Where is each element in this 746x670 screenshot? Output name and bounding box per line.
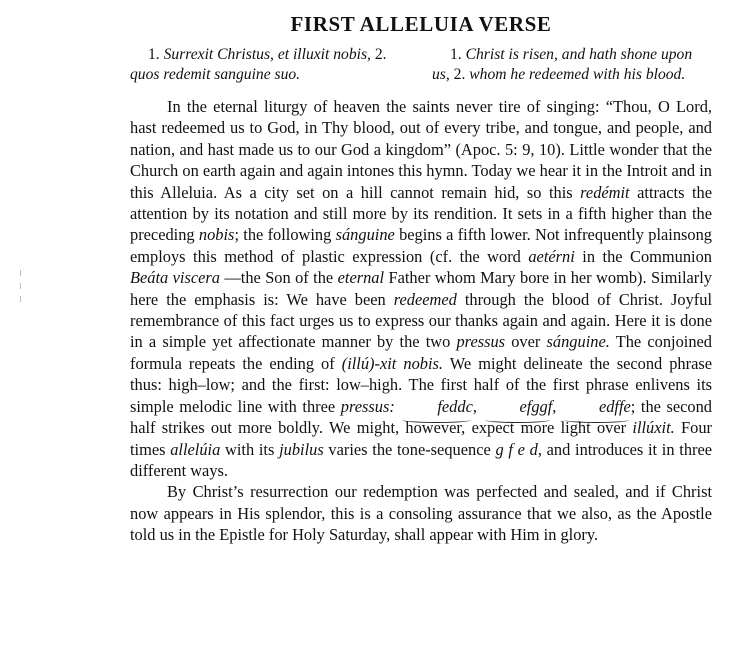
text-run: sánguine [335,225,395,245]
neume-feddc: feddc [400,396,473,417]
text-run: through the blood of Christ. Joyful remembrance of this fact urges us to express our thanks again and again. Here it is done in a simple yet affectionate manner by the two [130,289,712,352]
verse-number: 2. [449,66,470,83]
text-run: redeemed [393,289,457,309]
verse-number: 2. [370,46,387,63]
text-run: —the Son of the [219,268,338,288]
text-run: allelúia [170,439,221,459]
margin-marks [20,270,22,309]
text-run: illúxit. [632,418,675,438]
page-title: FIRST ALLELUIA VERSE [290,12,552,36]
verse-number: 1. [148,46,164,63]
english-text: Christ is risen, and hath shone upon us, [432,46,693,83]
text-run: begins a fifth lower. Not infrequently plainsong employs this method of plastic expression (cf. the word [130,225,713,266]
text-run: Father whom Mary bore in her womb). Similarly here the emphasis is: We have been [130,268,712,309]
text-run: redémit [580,182,630,202]
verse-number: 1. [450,46,466,63]
neume-edffe: edffe [562,396,631,417]
text-run: varies the tone-sequence [323,439,496,459]
commentary [130,96,712,546]
text-run: with its [220,439,280,459]
text-run: , and introduces it in three different ways. [130,439,713,480]
text-run: ; the following [234,225,336,245]
text-run: sánguine. [546,332,610,352]
text-run: over [505,332,547,352]
neume-efggf: efggf [483,396,553,417]
text-run: pressus: [340,396,395,416]
text-run: , [552,396,562,416]
text-run: We might delineate the second phrase thus: high–low; and the first: low–high. The first half of the first phrase enlivens its simple melodic line with three [130,353,713,416]
text-run: The conjoined formula repeats the ending of [130,332,712,373]
latin-text: quos redemit sanguine suo. [130,66,301,83]
text-run: pressus [456,332,506,352]
paragraph-1 [130,96,712,481]
verse-columns [130,45,712,85]
latin-text: Surrexit Christus, et illuxit nobis, [163,46,371,63]
text-run: g f e d [495,439,538,459]
english-verse [432,45,712,85]
text-run: nobis [198,225,235,245]
text-run: aetérni [528,246,575,266]
text-run: jubilus [279,439,324,459]
text-run: , [472,396,483,416]
text-run: eternal [337,268,385,288]
text-run: attracts the attention by its notation and still more by its rendition. It sets in a fifth higher than the preceding [130,182,712,245]
text-run: In the eternal liturgy of heaven the saints never tire of singing: “Thou, O Lord, hast redeemed us to God, in Thy blood, out of every tribe, and tongue, and people, and nation, and hast made us to our God a kingdom” (Apoc. 5: 9, 10). Little wonder that the Church on earth again and again intones this hymn. Today we hear it in the Introit and in this Alleluia. As a city set on a hill cannot remain hid, so this [130,97,712,202]
page [130,10,712,546]
text-run: (illú)-xit nobis. [341,353,443,373]
latin-verse [130,45,412,85]
text-run: ; the second half strikes out more boldly. We might, however, expect more light over [130,396,712,438]
text-run: Beáta viscera [130,268,220,288]
paragraph-2: By Christ’s resurrection our redemption was perfected and sealed, and if Christ now appears in His splendor, this is a consoling assurance that we also, as the Apostle told us in the Epistle for Holy Saturday, shall appear with Him in glory. [130,482,712,545]
english-text: whom he redeemed with his blood. [469,66,686,83]
text-run: Four times [130,418,712,459]
text-run: in the Communion [574,246,713,266]
